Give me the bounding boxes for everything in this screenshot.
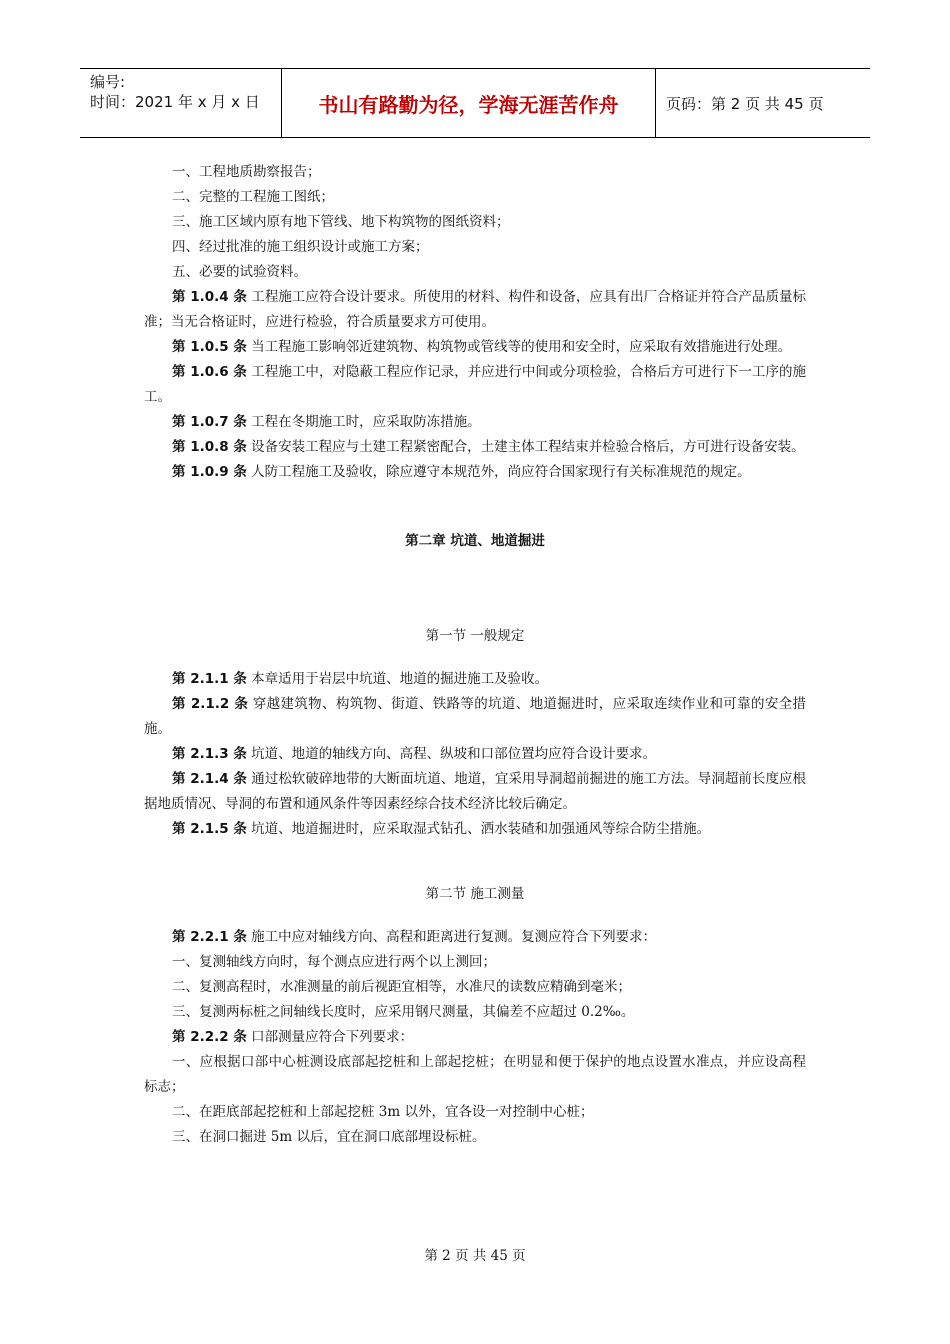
list-item: 二、在距底部起挖桩和上部起挖桩 3m 以外，宜各设一对控制中心桩； — [172, 1104, 594, 1120]
article-text: 设备安装工程应与土建工程紧密配合，土建主体工程结束并检验合格后，方可进行设备安装。 — [251, 439, 805, 455]
chapter-title: 第二章 坑道、地道掘进 — [405, 533, 545, 549]
article-2-2-2 — [144, 1025, 806, 1050]
article-text: 工程施工中，对隐蔽工程应作记录，并应进行中间或分项检验，合格后方可进行下一工序的施工。 — [144, 364, 807, 405]
article-number: 第 1.0.6 条 — [172, 364, 247, 380]
number-label: 编号: — [90, 73, 126, 91]
list-item: 一、应根据口部中心桩测设底部起挖桩和上部起挖桩；在明显和便于保护的地点设置水准点，并应设高程标志； — [144, 1054, 806, 1095]
article-2-1-1 — [144, 667, 806, 692]
article-number: 第 2.1.1 条 — [172, 671, 247, 687]
article-number: 第 2.2.2 条 — [172, 1029, 247, 1045]
article-text: 工程施工应符合设计要求。所使用的材料、构件和设备，应具有出厂合格证并符合产品质量标准；当无合格证时，应进行检验，符合质量要求方可使用。 — [144, 289, 807, 330]
motto: 书山有路勤为径，学海无涯苦作舟 — [282, 69, 656, 137]
article-number: 第 2.1.3 条 — [172, 746, 247, 762]
article-text: 本章适用于岩层中坑道、地道的掘进施工及验收。 — [251, 671, 549, 687]
article-1-0-8 — [144, 435, 806, 460]
section-title-1: 第一节 一般规定 — [425, 628, 525, 644]
article-1-0-4 — [144, 285, 806, 335]
article-2-1-3 — [144, 742, 806, 767]
article-text: 施工中应对轴线方向、高程和距离进行复测。复测应符合下列要求： — [251, 929, 657, 945]
list-item: 三、施工区域内原有地下管线、地下构筑物的图纸资料； — [172, 214, 510, 230]
list-item: 四、经过批准的施工组织设计或施工方案； — [172, 239, 429, 255]
article-2-1-2 — [144, 692, 806, 742]
article-text: 工程在冬期施工时，应采取防冻措施。 — [251, 414, 481, 430]
article-number: 第 1.0.9 条 — [172, 464, 247, 480]
article-2-1-4 — [144, 767, 806, 817]
article-1-0-9 — [144, 460, 806, 485]
list-item: 三、在洞口掘进 5m 以后，宜在洞口底部埋设标桩。 — [172, 1129, 486, 1145]
article-1-0-6 — [144, 360, 806, 410]
article-text: 通过松软破碎地带的大断面坑道、地道，宜采用导洞超前掘进的施工方法。导洞超前长度应根据地质情况、导洞的布置和通风条件等因素经综合技术经济比较后确定。 — [144, 771, 807, 812]
article-text: 坑道、地道掘进时，应采取湿式钻孔、洒水装碴和加强通风等综合防尘措施。 — [251, 821, 711, 837]
article-number: 第 1.0.8 条 — [172, 439, 247, 455]
list-item: 二、复测高程时，水准测量的前后视距宜相等，水准尺的读数应精确到毫米； — [172, 979, 631, 995]
article-2-2-1 — [144, 925, 806, 950]
page-header — [80, 68, 870, 138]
article-text: 穿越建筑物、构筑物、街道、铁路等的坑道、地道掘进时，应采取连续作业和可靠的安全措施。 — [144, 696, 806, 737]
article-text: 当工程施工影响邻近建筑物、构筑物或管线等的使用和安全时，应采取有效措施进行处理。 — [251, 339, 792, 355]
document-body — [144, 160, 806, 1150]
list-item: 二、完整的工程施工图纸； — [172, 189, 334, 205]
list-item: 一、工程地质勘察报告； — [172, 164, 321, 180]
article-1-0-7 — [144, 410, 806, 435]
article-number: 第 2.2.1 条 — [172, 929, 247, 945]
list-item: 五、必要的试验资料。 — [172, 264, 307, 280]
article-number: 第 1.0.4 条 — [172, 289, 247, 305]
time-label: 时间：2021 年 x 月 x 日 — [90, 93, 260, 111]
article-number: 第 2.1.2 条 — [172, 696, 249, 712]
article-number: 第 2.1.4 条 — [172, 771, 247, 787]
article-text: 口部测量应符合下列要求： — [251, 1029, 414, 1045]
article-1-0-5 — [144, 335, 806, 360]
list-item: 一、复测轴线方向时，每个测点应进行两个以上测回； — [172, 954, 496, 970]
article-number: 第 1.0.5 条 — [172, 339, 247, 355]
article-text: 人防工程施工及验收，除应遵守本规范外，尚应符合国家现行有关标准规范的规定。 — [251, 464, 751, 480]
header-left-cell — [80, 69, 282, 137]
list-item: 三、复测两标桩之间轴线长度时，应采用钢尺测量，其偏差不应超过 0.2‰。 — [172, 1004, 635, 1020]
section-title-2: 第二节 施工测量 — [425, 886, 525, 902]
article-number: 第 2.1.5 条 — [172, 821, 247, 837]
article-text: 坑道、地道的轴线方向、高程、纵坡和口部位置均应符合设计要求。 — [251, 746, 657, 762]
page-footer: 第 2 页 共 45 页 — [424, 1248, 526, 1264]
article-2-1-5 — [144, 817, 806, 842]
article-number: 第 1.0.7 条 — [172, 414, 247, 430]
page-label: 页码：第 2 页 共 45 页 — [666, 94, 824, 113]
